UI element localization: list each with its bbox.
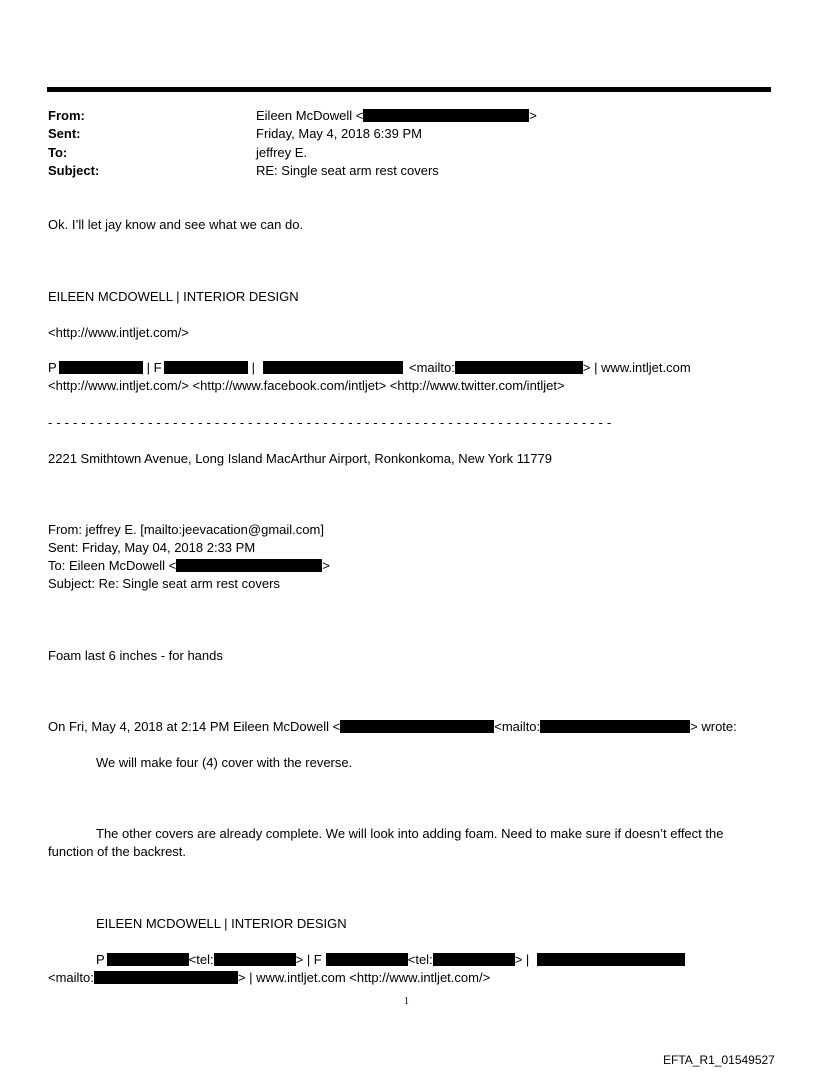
redaction	[164, 361, 248, 374]
sent-value: Friday, May 4, 2018 6:39 PM	[256, 126, 422, 141]
redaction	[537, 953, 685, 966]
redaction	[59, 361, 143, 374]
from-label: From:	[48, 108, 85, 123]
quoted-to: To: Eileen McDowell < >	[48, 558, 330, 573]
redaction	[433, 953, 515, 966]
redaction	[363, 109, 529, 122]
signature-link: <http://www.intljet.com/>	[48, 325, 189, 340]
signature-contact-line: P | F | <mailto: > | www.intljet.com	[48, 360, 691, 375]
from-value: Eileen McDowell < >	[256, 108, 537, 123]
quoted-message: Foam last 6 inches - for hands	[48, 648, 223, 663]
redaction	[326, 953, 408, 966]
redaction	[94, 971, 238, 984]
quoted-subject: Subject: Re: Single seat arm rest covers	[48, 576, 280, 591]
signature-name: EILEEN MCDOWELL | INTERIOR DESIGN	[48, 289, 299, 304]
reply-text: Ok. I’ll let jay know and see what we can do.	[48, 217, 304, 232]
header-rule	[47, 87, 771, 92]
redaction	[107, 953, 189, 966]
subject-label: Subject:	[48, 163, 100, 178]
redaction	[455, 361, 583, 374]
quoted-line-2a: The other covers are already complete. We will look into adding foam. Need to make sure if doesn’t effect the	[96, 826, 724, 841]
quoted-signature-contact: P <tel: > | F <tel: > |	[96, 951, 685, 968]
redaction	[540, 720, 690, 733]
redaction	[263, 361, 403, 374]
quoted-line-1: We will make four (4) cover with the reverse.	[96, 755, 353, 770]
address: 2221 Smithtown Avenue, Long Island MacArthur Airport, Ronkonkoma, New York 11779	[48, 451, 552, 466]
dashed-separator: - - - - - - - - - - - - - - - - - - - - - - - - - - - - - - - - - - - - - - - - - - - - - - - - - - - - - - - - - - - - - - - - - - - -	[48, 415, 612, 430]
quoted-from: From: jeffrey E. [mailto:jeevacation@gmail.com]	[48, 522, 324, 537]
quoted-signature-name: EILEEN MCDOWELL | INTERIOR DESIGN	[96, 916, 347, 931]
on-wrote-line: On Fri, May 4, 2018 at 2:14 PM Eileen McDowell < <mailto: > wrote:	[48, 719, 737, 734]
quoted-sent: Sent: Friday, May 04, 2018 2:33 PM	[48, 540, 256, 555]
redaction	[176, 559, 322, 572]
document-id: EFTA_R1_01549527	[663, 1053, 775, 1067]
subject-value: RE: Single seat arm rest covers	[256, 163, 439, 178]
quoted-line-2b: function of the backrest.	[48, 844, 187, 859]
signature-social-links: <http://www.intljet.com/> <http://www.facebook.com/intljet> <http://www.twitter.com/intljet>	[48, 378, 565, 393]
to-label: To:	[48, 145, 68, 160]
redaction	[214, 953, 296, 966]
sent-label: Sent:	[48, 126, 81, 141]
to-value: jeffrey E.	[256, 145, 308, 160]
quoted-signature-mailto: <mailto: > | www.intljet.com <http://www.intljet.com/>	[48, 970, 491, 985]
page-number: 1	[404, 996, 409, 1007]
redaction	[340, 720, 494, 733]
